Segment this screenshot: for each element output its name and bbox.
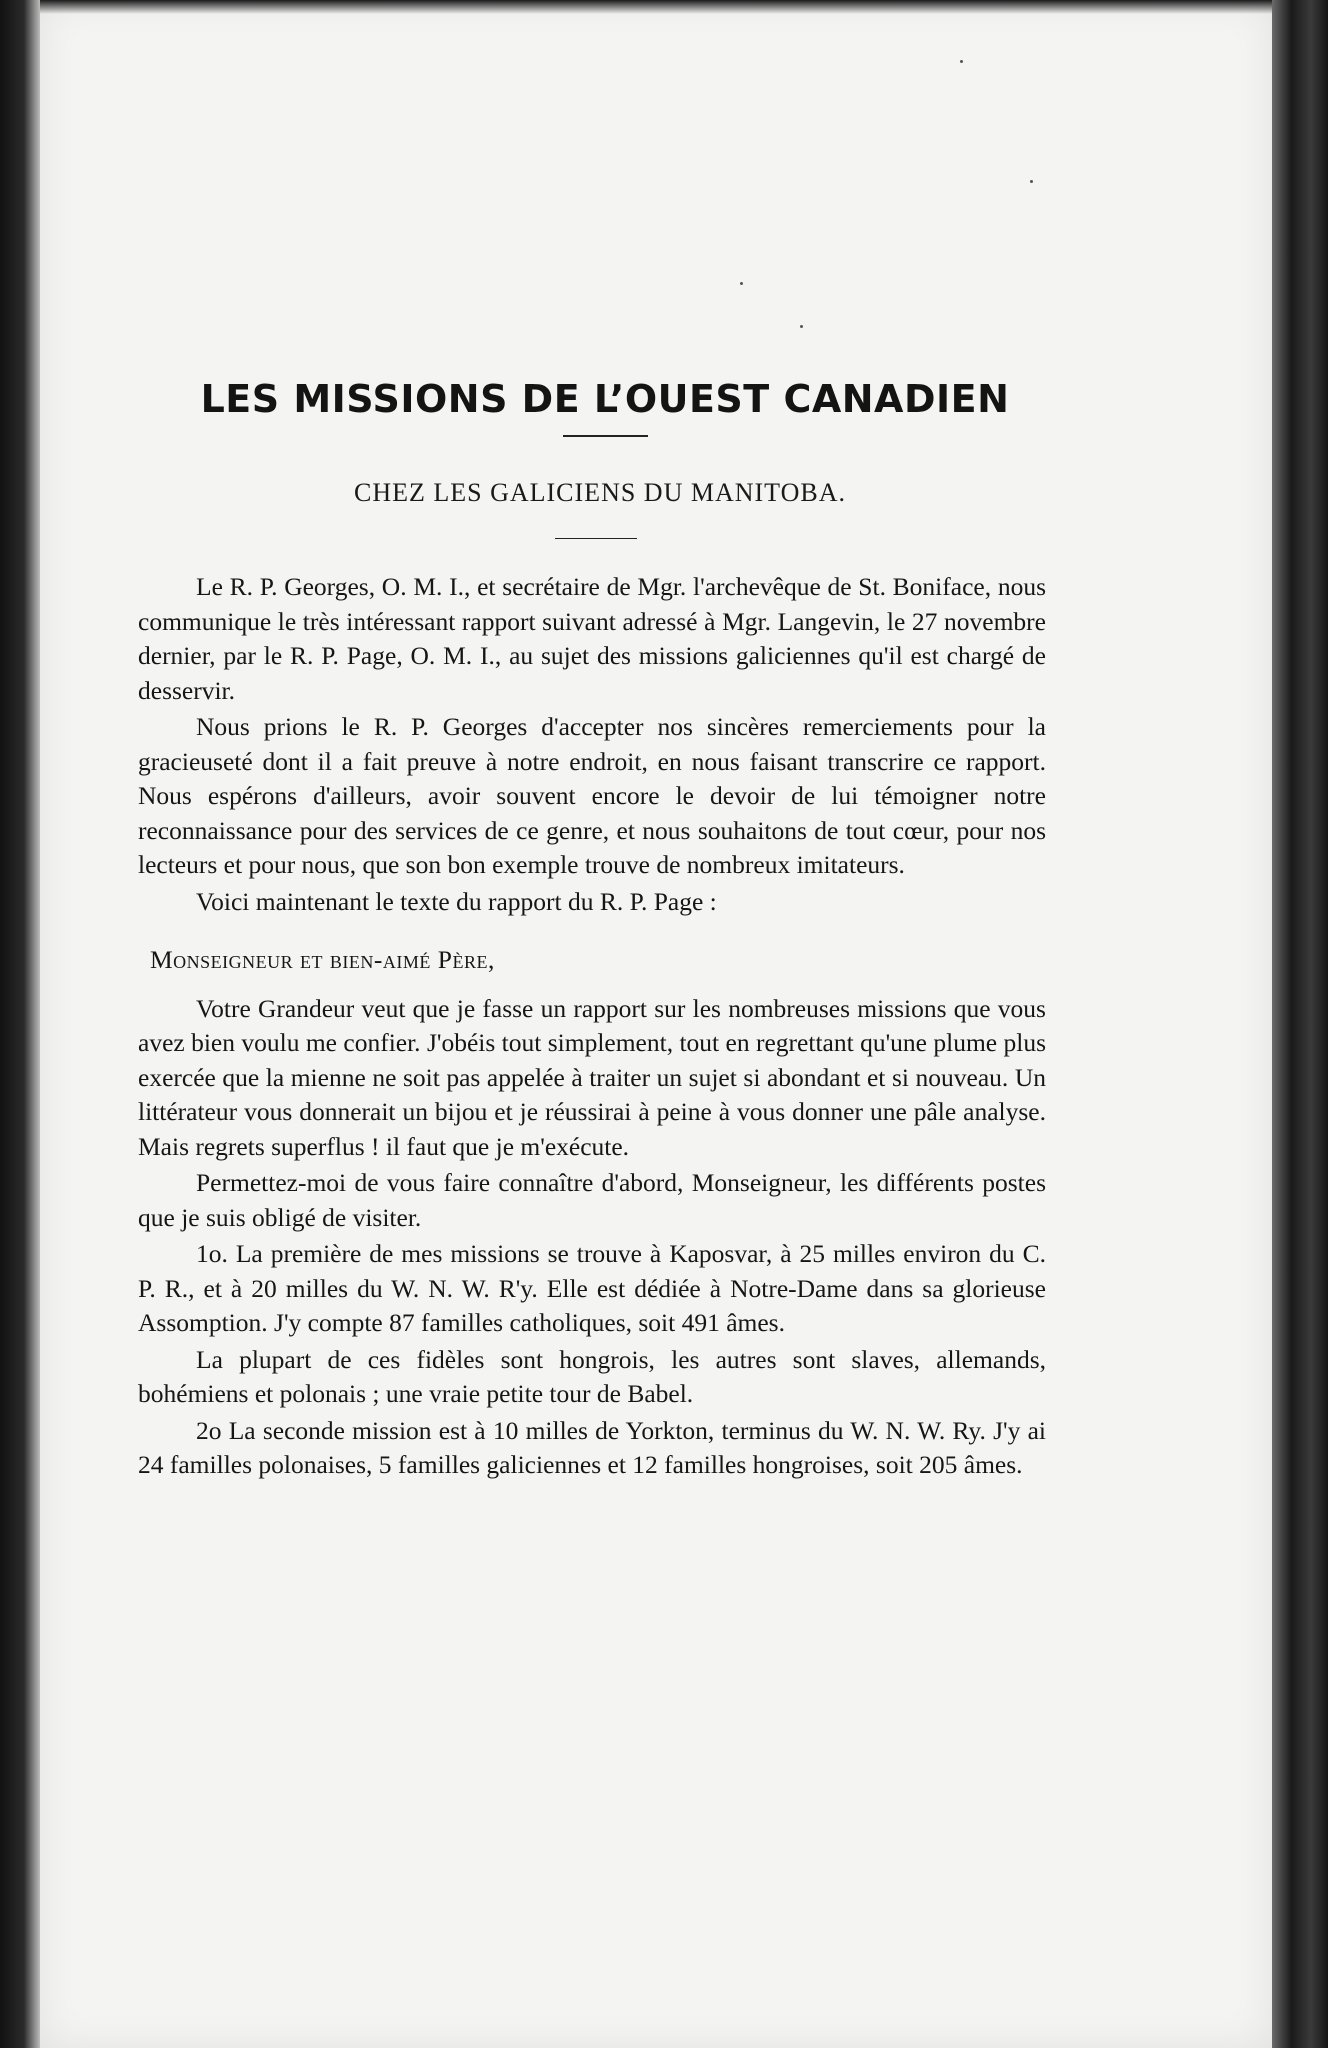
dust-speck	[740, 282, 743, 285]
section-subtitle: CHEZ LES GALICIENS DU MANITOBA.	[353, 478, 846, 507]
paragraph: La plupart de ces fidèles sont hongrois, les autres sont slaves, allemands, bohémiens et polonais ; une vraie petite tour de Babel.	[138, 1344, 1046, 1408]
article-body	[138, 570, 1046, 1483]
dust-speck	[960, 60, 963, 63]
paragraph: Le R. P. Georges, O. M. I., et secrétaire de Mgr. l'archevêque de St. Boniface, nous communique le très intéressant rapport suivant adressé à Mgr. Langevin, le 27 novembre dernier, par le R. P. Page, O. M. I., au sujet des missions galiciennes qu'il est chargé de desservir.	[138, 572, 1046, 705]
paragraph: 1o. La première de mes missions se trouve à Kaposvar, à 25 milles environ du C. P. R., et à 20 milles du W. N. W. R'y. Elle est dédiée à Notre-Dame dans sa glorieuse Assomption. J'y compte 87 familles catholiques, soit 491 âmes.	[138, 1239, 1046, 1337]
paragraph: Permettez-moi de vous faire connaître d'abord, Monseigneur, les différents postes que je suis obligé de visiter.	[138, 1168, 1046, 1232]
scan-top-shadow	[40, 0, 1272, 14]
dust-speck	[1030, 180, 1033, 183]
letter-salutation: Monseigneur et bien-aimé Père,	[150, 945, 495, 974]
subtitle-divider	[555, 538, 637, 539]
page-title: LES MISSIONS DE L’OUEST CANADIEN	[200, 377, 1010, 422]
paragraph: Voici maintenant le texte du rapport du R. P. Page :	[196, 886, 717, 916]
dust-speck	[800, 325, 803, 328]
title-divider	[563, 435, 648, 437]
paragraph: 2o La seconde mission est à 10 milles de Yorkton, terminus du W. N. W. Ry. J'y ai 24 familles polonaises, 5 familles galiciennes et 12 familles hongroises, soit 205 âmes.	[138, 1415, 1046, 1479]
paragraph: Votre Grandeur veut que je fasse un rapport sur les nombreuses missions que vous avez bien voulu me confier. J'obéis tout simplement, tout en regrettant qu'une plume plus exercée que la mienne ne soit pas appelée à traiter un sujet si abondant et si nouveau. Un littérateur vous donnerait un bijou et je réussirai à peine à vous donner une pâle analyse. Mais regrets superflus ! il faut que je m'exécute.	[138, 993, 1046, 1161]
scan-edge-right	[1272, 0, 1328, 2048]
scan-edge-left	[0, 0, 40, 2048]
paragraph: Nous prions le R. P. Georges d'accepter nos sincères remerciements pour la gracieuseté dont il a fait preuve à notre endroit, en nous faisant transcrire ce rapport. Nous espérons d'ailleurs, avoir souvent encore le devoir de lui témoigner notre reconnaissance pour des services de ce genre, et nous souhaitons de tout cœur, pour nos lecteurs et pour nous, que son bon exemple trouve de nombreux imitateurs.	[138, 712, 1046, 879]
